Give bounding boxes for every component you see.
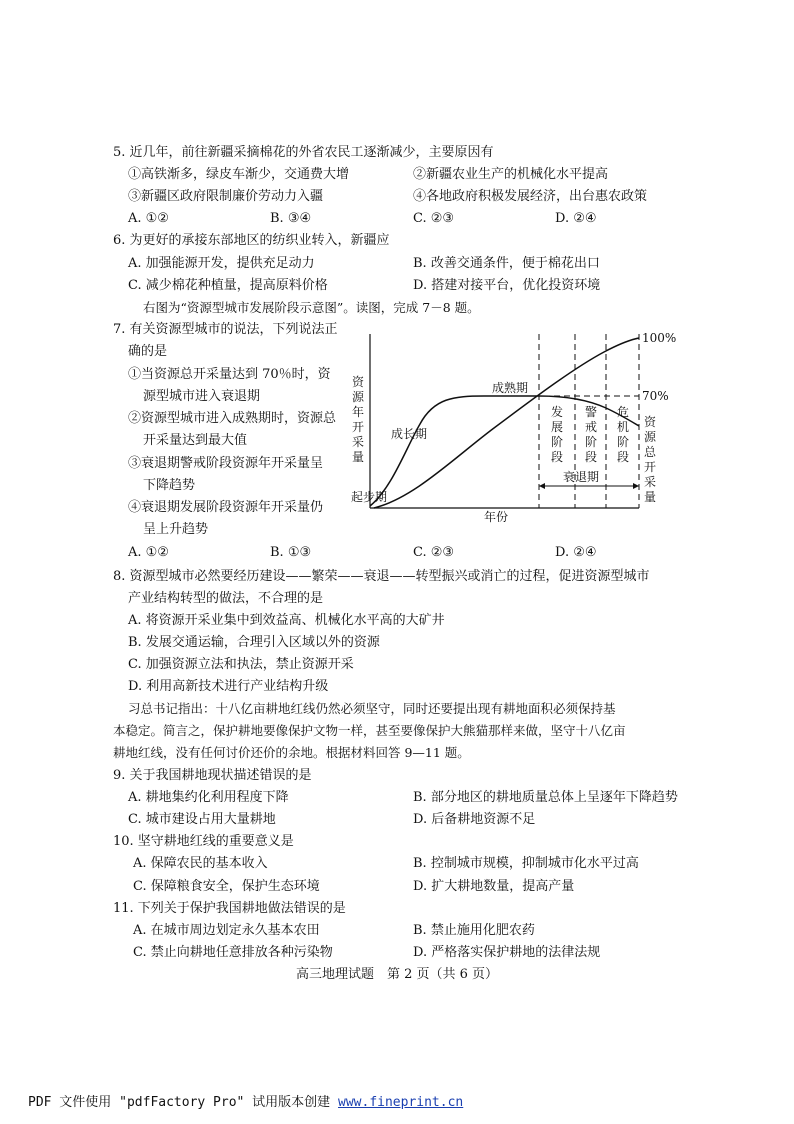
q7-option-2a: ②资源型城市进入成熟期时，资源总 [128,411,337,426]
q7-option-4a: ④衰退期发展阶段资源年开采量仍 [128,500,324,515]
q8-answer-c: C. 加强资源立法和执法，禁止资源开采 [128,657,354,672]
y-axis-label-left: 资源年开采量 [351,375,365,464]
material-line-2: 本稳定。简言之，保护耕地要像保护文物一样，甚至要像保护大熊猫那样来做，坚守十八亿亩 [113,723,626,738]
q10-stem: 10. 坚守耕地红线的重要意义是 [113,834,294,849]
series-cumulative-extraction [374,338,639,508]
q6-answer-d: D. 搭建对接平台，优化投资环境 [413,278,601,293]
q5-answer-c: C. ②③ [413,211,455,226]
q6-stem: 6. 为更好的承接东部地区的纺织业转入，新疆应 [113,233,390,248]
pdf-notice-text: PDF 文件使用 "pdfFactory Pro" 试用版本创建 [28,1095,339,1110]
q7-stem-1: 7. 有关资源型城市的说法，下列说法正 [113,322,338,337]
q11-answer-a: A. 在城市周边划定永久基本农田 [133,923,320,938]
q7-stem-2: 确的是 [128,344,168,359]
q7-answer-c: C. ②③ [413,545,455,560]
material-line-3: 耕地红线，没有任何讨价还价的余地。根据材料回答 9—11 题。 [113,745,470,760]
q7-option-1b: 源型城市进入衰退期 [143,389,261,404]
q11-answer-d: D. 严格落实保护耕地的法律法规 [413,945,601,960]
pdf-notice-link[interactable]: www.fineprint.cn [338,1095,464,1110]
q7-option-3a: ③衰退期警戒阶段资源年开采量呈 [128,456,324,471]
pdf-notice [28,1094,463,1112]
q10-answer-d: D. 扩大耕地数量，提高产量 [413,879,575,894]
x-axis-label: 年份 [484,510,509,524]
q8-answer-d: D. 利用高新技术进行产业结构升级 [128,679,329,694]
decline-stage-1: 发展阶段 [550,405,564,464]
q9-answer-c: C. 城市建设占用大量耕地 [128,812,276,827]
resource-city-stage-chart [344,328,684,528]
q5-option-3: ③新疆区政府限制廉价劳动力入疆 [128,189,324,204]
q5-option-4: ④各地政府积极发展经济，出台惠农政策 [413,189,648,204]
q7-option-1a: ①当资源总开采量达到 70％时，资 [128,367,331,382]
q8-stem-1: 8. 资源型城市必然要经历建设——繁荣——衰退——转型振兴或消亡的过程，促进资源型城市 [113,569,650,584]
q78-intro: 右图为“资源型城市发展阶段示意图”。读图，完成 7－8 题。 [143,300,480,315]
material-line-1: 习总书记指出：十八亿亩耕地红线仍然必须坚守，同时还要提出现有耕地面积必须保持基 [128,701,616,716]
decline-stage-2: 警戒阶段 [584,405,598,464]
phase-mature: 成熟期 [492,381,529,395]
q6-answer-a: A. 加强能源开发，提供充足动力 [128,256,315,271]
q10-answer-a: A. 保障农民的基本收入 [133,856,268,871]
q7-option-4b: 呈上升趋势 [143,522,209,537]
q10-answer-b: B. 控制城市规模，抑制城市化水平过高 [413,856,639,871]
q9-answer-d: D. 后备耕地资源不足 [413,812,536,827]
decline-arrow-left [539,483,545,489]
q10-answer-c: C. 保障粮食安全，保护生态环境 [133,879,320,894]
q9-stem: 9. 关于我国耕地现状描述错误的是 [113,768,312,783]
q8-answer-a: A. 将资源开采业集中到效益高、机械化水平高的大矿井 [128,613,445,628]
q7-option-3b: 下降趋势 [143,478,196,493]
phase-start: 起步期 [351,490,388,504]
q6-answer-b: B. 改善交通条件，便于棉花出口 [413,256,600,271]
series-annual-extraction [370,396,639,506]
q9-answer-a: A. 耕地集约化利用程度下降 [128,790,289,805]
q5-answer-a: A. ①② [128,211,169,226]
y-mark-100: 100% [642,331,677,345]
decline-stage-3: 危机阶段 [616,405,630,464]
q9-answer-b: B. 部分地区的耕地质量总体上呈逐年下降趋势 [413,790,678,805]
q8-stem-2: 产业结构转型的做法，不合理的是 [128,591,324,606]
q5-stem: 5. 近几年，前往新疆采摘棉花的外省农民工逐渐减少，主要原因有 [113,145,494,160]
q11-answer-c: C. 禁止向耕地任意排放各种污染物 [133,945,333,960]
q5-answer-b: B. ③④ [270,211,312,226]
decline-arrow-right [633,483,639,489]
page-footer: 高三地理试题 第 2 页（共 6 页） [295,967,499,982]
q7-answer-b: B. ①③ [270,545,312,560]
y-axis-label-right: 资源总开采量 [643,415,657,504]
q8-answer-b: B. 发展交通运输，合理引入区域以外的资源 [128,635,380,650]
q11-answer-b: B. 禁止施用化肥农药 [413,923,535,938]
decline-label: 衰退期 [563,470,600,484]
y-mark-70: 70% [642,389,669,403]
q7-option-2b: 开采量达到最大值 [143,433,248,448]
q6-answer-c: C. 减少棉花种植量，提高原料价格 [128,278,328,293]
q7-answer-a: A. ①② [128,545,169,560]
q7-answer-d: D. ②④ [555,545,597,560]
q5-answer-d: D. ②④ [555,211,597,226]
q11-stem: 11. 下列关于保护我国耕地做法错误的是 [113,901,346,916]
q5-option-2: ②新疆农业生产的机械化水平提高 [413,167,609,182]
q5-option-1: ①高铁渐多，绿皮车渐少，交通费大增 [128,167,350,182]
phase-growth: 成长期 [391,427,428,441]
